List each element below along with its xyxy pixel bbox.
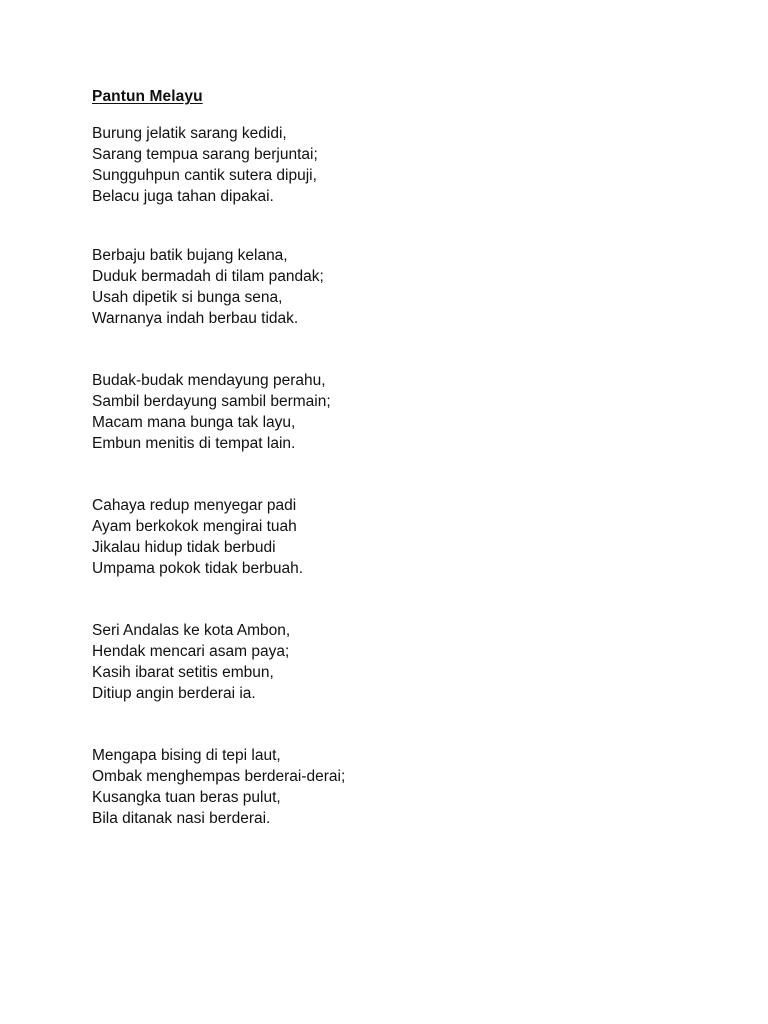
poem-line: Cahaya redup menyegar padi [92,497,297,514]
poem-line: Usah dipetik si bunga sena, [92,288,283,306]
poem-line: Burung jelatik sarang kedidi, [92,125,287,142]
poem-line: Bila ditanak nasi berderai. [92,809,271,827]
stanza-5 [92,621,290,705]
poem-line: Hendak mencari asam paya; [92,642,290,660]
poem-line: Ditiup angin berderai ia. [92,684,256,702]
poem-line: Belacu juga tahan dipakai. [92,187,274,205]
poem-line: Ayam berkokok mengirai tuah [92,517,297,535]
stanza-6 [92,746,345,830]
poem-line: Ombak menghempas berderai-derai; [92,767,346,785]
poem-line: Mengapa bising di tepi laut, [92,747,281,764]
poem-line: Seri Andalas ke kota Ambon, [92,622,291,639]
poem-line: Kasih ibarat setitis embun, [92,663,274,681]
poem-line: Sungguhpun cantik sutera dipuji, [92,166,317,184]
poem-line: Sambil berdayung sambil bermain; [92,392,331,410]
poem-line: Duduk bermadah di tilam pandak; [92,267,324,285]
poem-line: Sarang tempua sarang berjuntai; [92,145,318,163]
poem-line: Kusangka tuan beras pulut, [92,788,281,806]
stanza-4 [92,496,303,580]
poem-line: Embun menitis di tempat lain. [92,434,296,452]
stanza-2 [92,246,324,330]
stanza-1 [92,124,318,208]
poem-line: Berbaju batik bujang kelana, [92,247,288,264]
poem-line: Warnanya indah berbau tidak. [92,309,299,327]
poem-title: Pantun Melayu [92,88,203,105]
poem-line: Macam mana bunga tak layu, [92,413,296,431]
poem-line: Budak-budak mendayung perahu, [92,372,326,389]
stanza-3 [92,371,331,455]
poem-line: Jikalau hidup tidak berbudi [92,538,276,556]
poem-line: Umpama pokok tidak berbuah. [92,559,304,577]
